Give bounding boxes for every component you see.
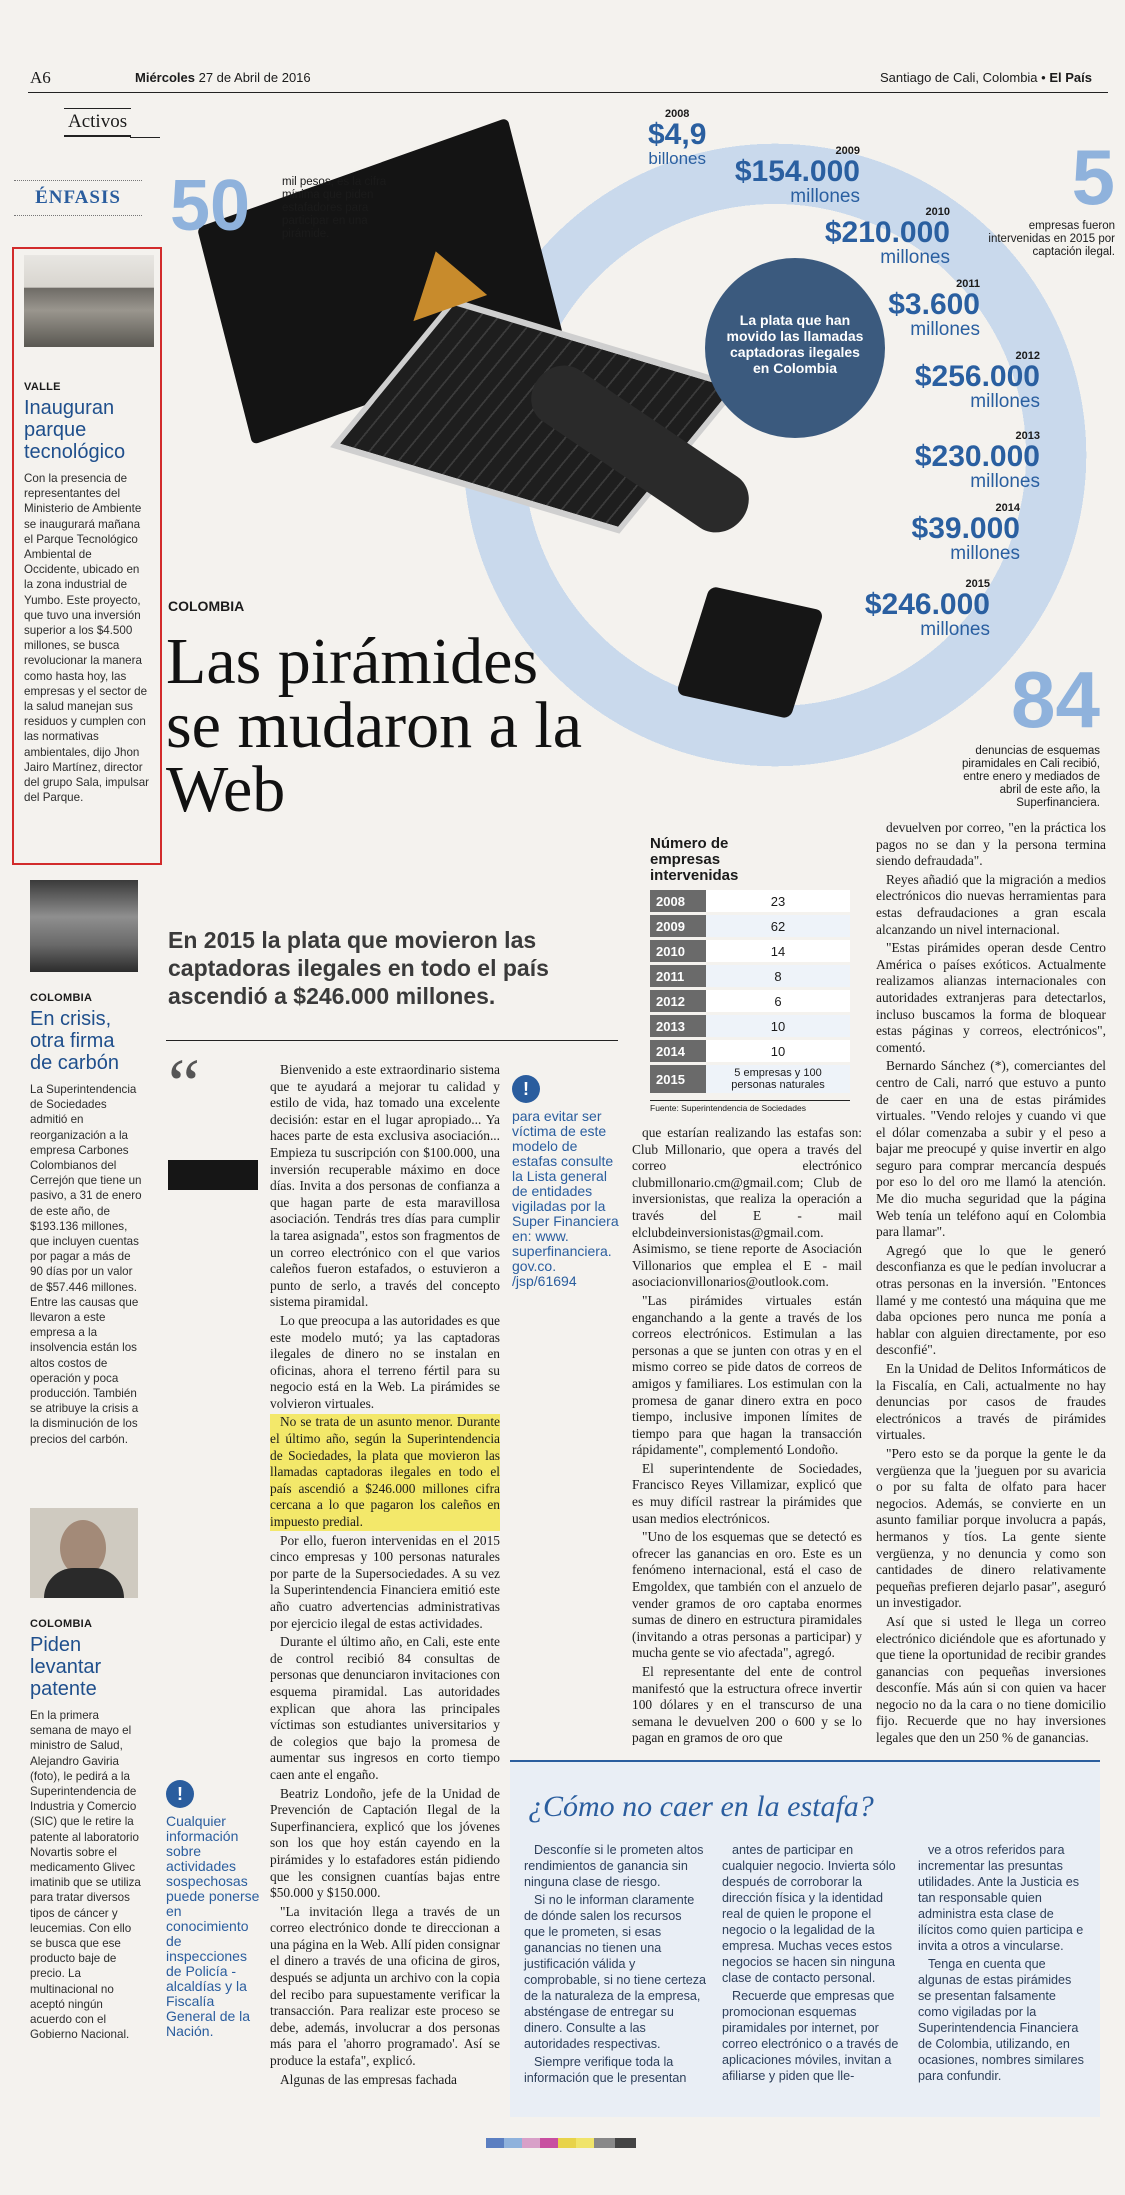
stat-bottom-text: denuncias de esquemas piramidales en Cali recibió, entre enero y mediados de abril de este año, la Superfinanciera. (961, 745, 1100, 809)
alert-icon: ! (512, 1075, 540, 1103)
howto-col3 (918, 1842, 1088, 2086)
howto-title: ¿Cómo no caer en la estafa? (528, 1790, 874, 1823)
header-location-text: Santiago de Cali, Colombia (880, 70, 1038, 85)
table-count-cell: 10 (706, 1039, 850, 1064)
amount-value: $210.000 (824, 216, 950, 249)
sidebar-item-patente[interactable] (30, 1508, 142, 2042)
sidebar-kicker: COLOMBIA (30, 1618, 93, 1630)
col2-p: El superintendente de Sociedades, Francisco Reyes Villamizar, explicó que es muy difícil rastrear la pirámides que usan medios electrónicos. (632, 1460, 862, 1526)
article-subhead: En 2015 la plata que movieron las captadoras ilegales en todo el país ascendió a $246.000 millones. (168, 927, 549, 1009)
col1-highlight: No se trata de un asunto menor. Durante el último año, según la Superintendencia de Sociedades, la plata que movieron las llamadas captadoras ilegales en todo el país ascendió a $246.000 millones cifra cercana a lo que pagaron los caleños en impuesto predial. (270, 1414, 500, 1530)
sidebar-kicker: COLOMBIA (30, 992, 93, 1004)
tip-box-1 (512, 1075, 622, 1289)
color-bar (486, 2138, 636, 2148)
col3-p: devuelven por correo, "en la práctica los pagos no se dan y la persona termina siendo defraudada". (876, 820, 1106, 869)
amount-value: $3.600 (888, 288, 980, 321)
quote-mark: “ (168, 1044, 200, 1124)
amount-year: 2008 (664, 108, 690, 120)
col3-p: Reyes añadió que la migración a medios electrónicos dio nuevas herramientas para estas defraudaciones a gran escala alcanzando un nivel internacional. (876, 871, 1106, 937)
col3-p: Así que si usted le llega un correo electrónico diciéndole que es afortunado y que tiene la oportunidad de recibir grandes ganancias con pequeñas inversiones desconfíe. Más aún si con quien va hacer negocio no da la cara o no tiene domicilio fijo. Recuerde que no hay inversiones legales que den un 250 % de ganancias. (876, 1613, 1106, 1746)
table-row (650, 914, 850, 939)
article-col2 (632, 1125, 862, 1749)
col1-p: Algunas de las empresas fachada (280, 2071, 457, 2087)
col2-p: que estarían realizando las estafas son: Club Millonario, que opera a través del correo electrónico clubmillonario.cm@gmail.com; Club de inversionistas, que realiza la operación a través del E - mail elclubdeinversionistas@gmail.com. Asimismo, se tiene reporte de Asociación Villonarios que emplea el E - mail asociacionvillonarios@outlook.com. (632, 1125, 862, 1290)
howto-p: Tenga en cuenta que algunas de estas pirámides se presentan falsamente como vigiladas por la Superintendencia Financiera de Colombia, utilizando, en ocasiones, nombres similares para confundir. (918, 1957, 1084, 2083)
stat-right (985, 133, 1115, 259)
amount-year: 2009 (835, 145, 860, 157)
stat-right-number: 5 (1071, 133, 1115, 221)
table-year-cell: 2012 (650, 989, 706, 1014)
header-brand: El País (1049, 70, 1092, 85)
sidebar (14, 180, 142, 216)
amount-year: 2013 (1015, 430, 1040, 442)
table-grid (650, 890, 850, 1096)
amount-year: 2011 (956, 278, 980, 290)
sidebar-headline: En crisis, otra firma de carbón (30, 1008, 119, 1074)
col1-p: Lo que preocupa a las autoridades es que este modelo mutó; ya las captadoras ilegales de dinero no se instalan en oficinas, ahora el terreno fértil para su negocio está en la Web. La pirámides se volvieron virtuales. (270, 1312, 500, 1411)
amount-year: 2014 (995, 502, 1020, 514)
article-kicker: COLOMBIA (168, 598, 245, 614)
header-date-rest: 27 de Abril de 2016 (198, 70, 311, 85)
circle-callout-text: La plata que han movido las llamadas captadoras ilegales en Colombia (726, 312, 864, 376)
sidebar-body: En la primera semana de mayo el ministro de Salud, Alejandro Gaviria (foto), le pedirá a la Superintendencia de Industria y Comercio (SIC) que le retire la patente al laboratorio Novartis sobre el medicamento Glivec imatinib que se utiliza para tratar diversos tipos de cáncer y leucemias. Con ello se busca que ese producto baje de precio. La multinacional no aceptó ningún acuerdo con el Gobierno Nacional. (30, 1709, 141, 2042)
amount-unit: millones (910, 319, 980, 340)
table-count-cell: 10 (706, 1014, 850, 1039)
header-date (135, 70, 311, 85)
amount-value: $4,9 (648, 118, 707, 151)
howto-p: Siempre verifique toda la información que le presentan (524, 2055, 687, 2085)
col3-p: En la Unidad de Delitos Informáticos de la Fiscalía, en Cali, actualmente no hay denuncias por casos de fraudes electrónicos a través de pirámides virtuales. (876, 1361, 1106, 1443)
amount-2008 (648, 108, 706, 167)
sidebar-headline: Piden levantar patente (30, 1634, 102, 1700)
sidebar-item-carbon[interactable] (30, 880, 142, 1447)
sidebar-body: Con la presencia de representantes del Ministerio de Ambiente se inaugurará mañana el Parque Tecnológico Ambiental de Occidente, ubicado en la zona industrial de Yumbo. Este proyecto, que tuvo una inversión superior a los $4.500 millones, se busca revolucionar la manera como hasta hoy, las empresas y el sector de la salud manejan sus residuos y cumplen con las normativas ambientales, dijo Jhon Jairo Martínez, director del grupo Sala, impulsar del Parque. (24, 472, 150, 805)
table-source: Fuente: Superintendencia de Sociedades (650, 1100, 850, 1113)
subhead-rule (166, 1040, 618, 1041)
amount-unit: millones (920, 619, 990, 640)
amount-unit: billones (648, 149, 707, 168)
table-count-cell: 62 (706, 914, 850, 939)
table-title: Número de empresas intervenidas (650, 835, 739, 884)
amount-2009 (720, 145, 860, 206)
sidebar-photo-coal (30, 880, 138, 972)
stat-bottom-number: 84 (1011, 655, 1100, 744)
amount-2012 (880, 350, 1040, 411)
table-year-cell: 2013 (650, 1014, 706, 1039)
amount-value: $154.000 (734, 155, 860, 188)
companies-table (650, 836, 850, 1113)
table-count-cell: 23 (706, 890, 850, 914)
tip-text: Cualquier información sobre actividades sospechosas puede ponerse en conocimiento de inspecciones de Policía - alcaldías y la Fiscalía General de la Nación. (166, 1813, 260, 2039)
sidebar-photo-minister (30, 1508, 138, 1598)
table-count-cell: 14 (706, 939, 850, 964)
stat-left-number: 50 (170, 166, 251, 246)
col3-p: Bernardo Sánchez (*), comerciantes del centro de Cali, narró que estuvo a punto de caer en una de estas pirámides virtuales. "Vendo relojes y cuando vi que el dólar comenzaba a subir y el peso a bajar me preocupé y quise invertir en algo seguro para comprar mercancía después por eso lo del oro me llamó la atención. Me dio mucha seguridad que la página Web tenía un teléfono aquí en Colombia para llamar". (876, 1058, 1106, 1240)
sidebar-kicker: VALLE (24, 381, 61, 393)
table-row (650, 964, 850, 989)
table-year-cell: 2009 (650, 914, 706, 939)
black-bar (168, 1160, 258, 1190)
howto-col2 (722, 1842, 904, 2086)
header-rule (28, 92, 1108, 93)
amount-value: $39.000 (911, 512, 1020, 545)
stat-bottom (960, 655, 1100, 744)
tip-box-2 (166, 1780, 266, 2039)
alert-icon: ! (166, 1780, 194, 1808)
sidebar-headline: Inauguran parque tecnológico (24, 397, 126, 463)
sidebar-body: La Superintendencia de Sociedades admitió en reorganización a la empresa Carbones Colombianos del Cerrejón que tiene un pasivo, a 31 de enero de este año, de $193.136 millones, que incluyen cuentas por pagar a más de 90 días por un valor de $57.446 millones. Entre las causas que llevaron a este empresa a la insolvencia están los altos costos de operación y poca producción. También se atribuye la crisis a la disminución de los precios del carbón. (30, 1083, 142, 1446)
howto-p: Si no le informan claramente de dónde salen los recursos que le prometen, si esas ganancias no tienen una justificación válida y comprobable, si no tiene certeza de la naturaleza de la empresa, absténgase de entregar su dinero. Consulte a las autoridades respectivas. (524, 1893, 707, 2051)
page-header (0, 0, 1125, 100)
amount-year: 2010 (925, 206, 950, 218)
table-year-cell: 2015 (650, 1064, 706, 1095)
howto-p: ve a otros referidos para incrementar las presuntas utilidades. Ante la Justicia es tan responsable quien administra esta clase de ilícitos como quien participa e invita a otros a vincularse. (918, 1843, 1084, 1953)
table-year-cell: 2014 (650, 1039, 706, 1064)
sidebar-item-parque[interactable] (12, 247, 162, 865)
table-row (650, 1014, 850, 1039)
col2-p: El representante del ente de control manifestó que la estructura ofrece invertir 100 dólares y en el transcurso de una semana le devuelven 200 o 600 y se lo pagan en gramos de oro que (632, 1664, 862, 1746)
stat-right-text: empresas fueron intervenidas en 2015 por captación ilegal. (988, 220, 1115, 258)
tip-text: para evitar ser víctima de este modelo de estafas consulte la Lista general de entidades vigiladas por la Super Financiera en: www. superfinanciera. gov.co. /jsp/61694 (512, 1108, 619, 1289)
table-count-cell: 5 empresas y 100 personas naturales (706, 1064, 850, 1095)
amount-year: 2012 (1015, 350, 1040, 362)
col1-p: Por ello, fueron intervenidas en el 2015 cinco empresas y 100 personas naturales por parte de la Supersociedades. A su vez la Superintendencia Financiera emitió este año cuatro advertencias administrativas por ejercicio ilegal de estas actividades. (270, 1532, 500, 1631)
table-count-cell: 6 (706, 989, 850, 1014)
amount-unit: millones (880, 247, 950, 268)
howto-box (510, 1760, 1100, 2117)
table-count-cell: 8 (706, 964, 850, 989)
col1-p: "La invitación llega a través de un correo electrónico donde te direccionan a una página en la Web. Allí piden consignar el dinero a través de una oficina de giros, después se adjunta un archivo con la copia del recibo para supuestamente verificar la transacción. Para realizar este proceso se debe, además, involucrar a dos personas más para el 'ahorro programado'. Así se produce la estafa", explicó. (270, 1903, 500, 2069)
amount-2011 (840, 278, 980, 339)
howto-p: Recuerde que empresas que promocionan esquemas piramidales por internet, por correo electrónico o a través de aplicaciones móviles, invitan a afiliarse y piden que lle- (722, 1989, 899, 2083)
header-date-day: Miércoles (135, 70, 195, 85)
stat-left-text: mil pesos, es la cifra mínima que piden estafadores para participar en una pirámide. (282, 176, 387, 240)
amount-value: $230.000 (914, 440, 1040, 473)
amount-2010 (810, 206, 950, 267)
table-row (650, 939, 850, 964)
table-year-cell: 2010 (650, 939, 706, 964)
col3-p: Agregó que lo que le generó desconfianza es que le pedían involucrar a otras personas en la inversión. "Entonces llamé y me contestó una máquina que me daba opciones pero nunca me ponía a hablar con alguien directamente, por eso desconfié". (876, 1242, 1106, 1358)
article-col1 (270, 1062, 500, 2090)
table-row (650, 1039, 850, 1064)
table-row (650, 989, 850, 1014)
amount-2013 (880, 430, 1040, 491)
header-location: Santiago de Cali, Colombia • El País (880, 70, 1092, 85)
amount-unit: millones (790, 186, 860, 207)
amount-unit: millones (950, 543, 1020, 564)
col2-p: "Uno de los esquemas que se detectó es ofrecer las ganancias en oro. Este es un fenómeno internacional, está el caso de Emgoldex, que también con el anzuelo de vender gramos de oro captaba enormes sumas de dinero en estructura piramidales (invitando a otras personas a participar) y mucha gente se vio afectada", agregó. (632, 1529, 862, 1661)
col1-p: Bienvenido a este extraordinario sistema que te ayudará a mejorar tu calidad y estilo de vida, haz tomado una excelente decisión: estar en el lugar apropiado... Ya haces parte de esta exclusiva asociación... Empieza tu suscripción con $100.000, una inversión recuperable máximo en doce días. Invita a dos personas de confianza a que hagan parte de esta maravillosa asociación. Tendrás tres días para cumplir la tarea asignada", estos son fragmentos de un correo electrónico con el que varios caleños fueron estafados, o estuvieron a punto de serlo, a través del concepto sistema piramidal. (270, 1062, 500, 1310)
amount-2014 (860, 502, 1020, 563)
amount-value: $246.000 (864, 588, 990, 621)
table-year-cell: 2011 (650, 964, 706, 989)
amount-2015 (830, 578, 990, 639)
col3-p: "Estas pirámides operan desde Centro América o países exóticos. Actualmente realizamos alianzas internacionales con autoridades extranjeras para detectarlos, incluso buscamos la forma de bloquear estas páginas y correos, electrónicos", comentó. (876, 940, 1106, 1055)
amount-year: 2015 (965, 578, 990, 590)
section-rule (130, 137, 160, 138)
article-col3 (876, 820, 1106, 1749)
laptop-shadow (180, 83, 700, 608)
article-headline: Las pirámides se mudaron a la Web (166, 625, 583, 826)
col1-p: Beatriz Londoño, jefe de la Unidad de Prevención de Captación Ilegal de la Superfinanciera, explicó que los jóvenes son los que hoy están cayendo en la pirámides y lo estafadores están pidiendo que les consignen cuantías bajas entre $50.000 y $150.000. (270, 1785, 500, 1901)
amount-unit: millones (970, 391, 1040, 412)
amount-value: $256.000 (914, 360, 1040, 393)
table-row (650, 1064, 850, 1095)
page-number: A6 (30, 68, 51, 87)
table-year-cell: 2008 (650, 890, 706, 914)
howto-col1 (524, 1842, 706, 2088)
col1-p: Durante el último año, en Cali, este ente de control recibió 84 consultas de personas que denunciaron invitaciones con esquema piramidal. Las autoridades explican que ahora las principales víctimas son estudiantes universitarios y de colegios que bajo la promesa de aumentar sus ingresos en corto tiempo caen ante el engaño. (270, 1634, 500, 1782)
sidebar-photo-building (24, 255, 154, 347)
section-title: Activos (64, 108, 131, 137)
amount-unit: millones (970, 471, 1040, 492)
col3-p: "Pero esto se da porque la gente le da vergüenza que la 'jueguen por su avaricia o por su falta de olfato para hacer negocios. Además, se convierte en un asunto familiar porque involucra a papás, hermanos y tíos. La gente siente vergüenza, y no denuncia y como son cantidades de dinero relativamente pequeñas prefieren dejarlo pasar", aseguró un investigador. (876, 1445, 1106, 1611)
howto-p: antes de participar en cualquier negocio. Invierta sólo después de corroborar la dirección física y la identidad real de quien le propone el negocio o la legalidad de la empresa. Muchas veces estos negocios se hacen sin ninguna clase de contacto personal. (722, 1843, 896, 1985)
table-row (650, 890, 850, 914)
sidebar-label: ÉNFASIS (14, 180, 142, 216)
howto-p: Desconfíe si le prometen altos rendimientos de ganancia sin ninguna clase de riesgo. (524, 1843, 704, 1889)
col2-p: "Las pirámides virtuales están enganchando a la gente a través de los correos electrónicos. Estimulan a las personas a que se junten con otras y en el mismo correo se pide datos de correos de amigos y familiares. Los estimulan con la promesa de ganar dinero extra en poco tiempo, inclusive imponen límites de tiempo para que hagan la transacción rápidamente", complementó Londoño. (632, 1292, 862, 1458)
